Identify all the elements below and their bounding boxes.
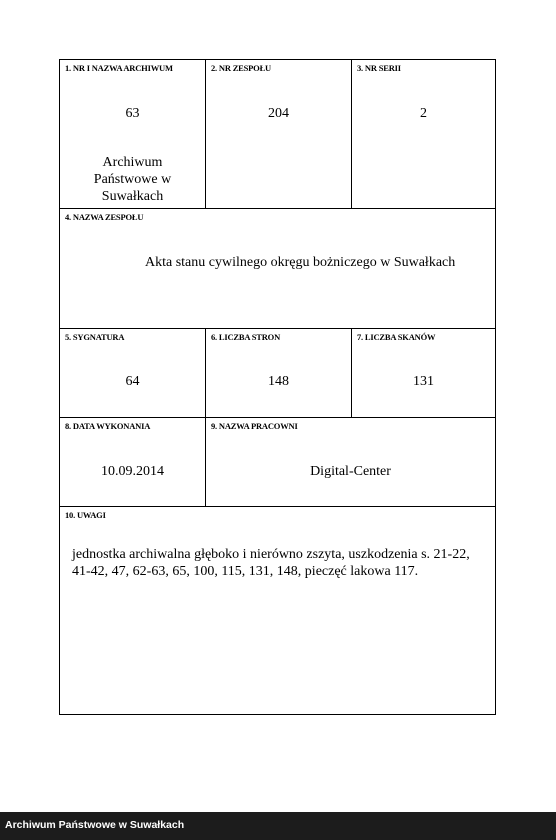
notes-line-2: 41-42, 47, 62-63, 65, 100, 115, 131, 148, pieczęć lakowa 117.: [72, 564, 419, 579]
fond-number-value: 204: [268, 106, 289, 121]
scans-cell: [352, 329, 495, 418]
archive-name-line-3: Suwałkach: [101, 189, 164, 204]
fond-name-label: 4. NAZWA ZESPOŁU: [65, 212, 144, 222]
signature-cell: [60, 329, 206, 418]
archive-name-line-2: Państwowe w: [93, 172, 172, 187]
studio-cell: [206, 418, 495, 507]
archive-label: 1. NR I NAZWA ARCHIWUM: [65, 63, 173, 73]
fond-number-cell: [206, 60, 352, 209]
date-value: 10.09.2014: [101, 464, 164, 479]
series-number-cell: [352, 60, 495, 209]
scans-label: 7. LICZBA SKANÓW: [357, 332, 436, 342]
signature-value: 64: [125, 374, 140, 389]
notes-line-1: jednostka archiwalna głęboko i nierówno zszyta, uszkodzenia s. 21-22,: [72, 547, 470, 562]
pages-cell: [206, 329, 352, 418]
studio-value: Digital-Center: [310, 464, 391, 479]
series-number-value: 2: [420, 106, 427, 121]
date-cell: [60, 418, 206, 507]
archival-metadata-card: [59, 59, 496, 715]
pages-value: 148: [268, 374, 289, 389]
date-label: 8. DATA WYKONANIA: [65, 421, 151, 431]
studio-label: 9. NAZWA PRACOWNI: [211, 421, 298, 431]
notes-label: 10. UWAGI: [65, 510, 106, 520]
series-number-label: 3. NR SERII: [357, 63, 401, 73]
notes-cell: [60, 507, 495, 714]
pages-label: 6. LICZBA STRON: [211, 332, 281, 342]
fond-number-label: 2. NR ZESPOŁU: [211, 63, 271, 73]
fond-name-cell: [60, 209, 495, 329]
signature-label: 5. SYGNATURA: [65, 332, 125, 342]
footer-bar: [0, 812, 556, 840]
archive-cell: [60, 60, 206, 209]
fond-name-value: Akta stanu cywilnego okręgu bożniczego w Suwałkach: [145, 255, 456, 270]
archive-name-line-1: Archiwum: [102, 155, 163, 170]
footer-text: Archiwum Państwowe w Suwałkach: [5, 819, 185, 831]
archive-number: 63: [125, 106, 140, 121]
scans-value: 131: [413, 374, 434, 389]
